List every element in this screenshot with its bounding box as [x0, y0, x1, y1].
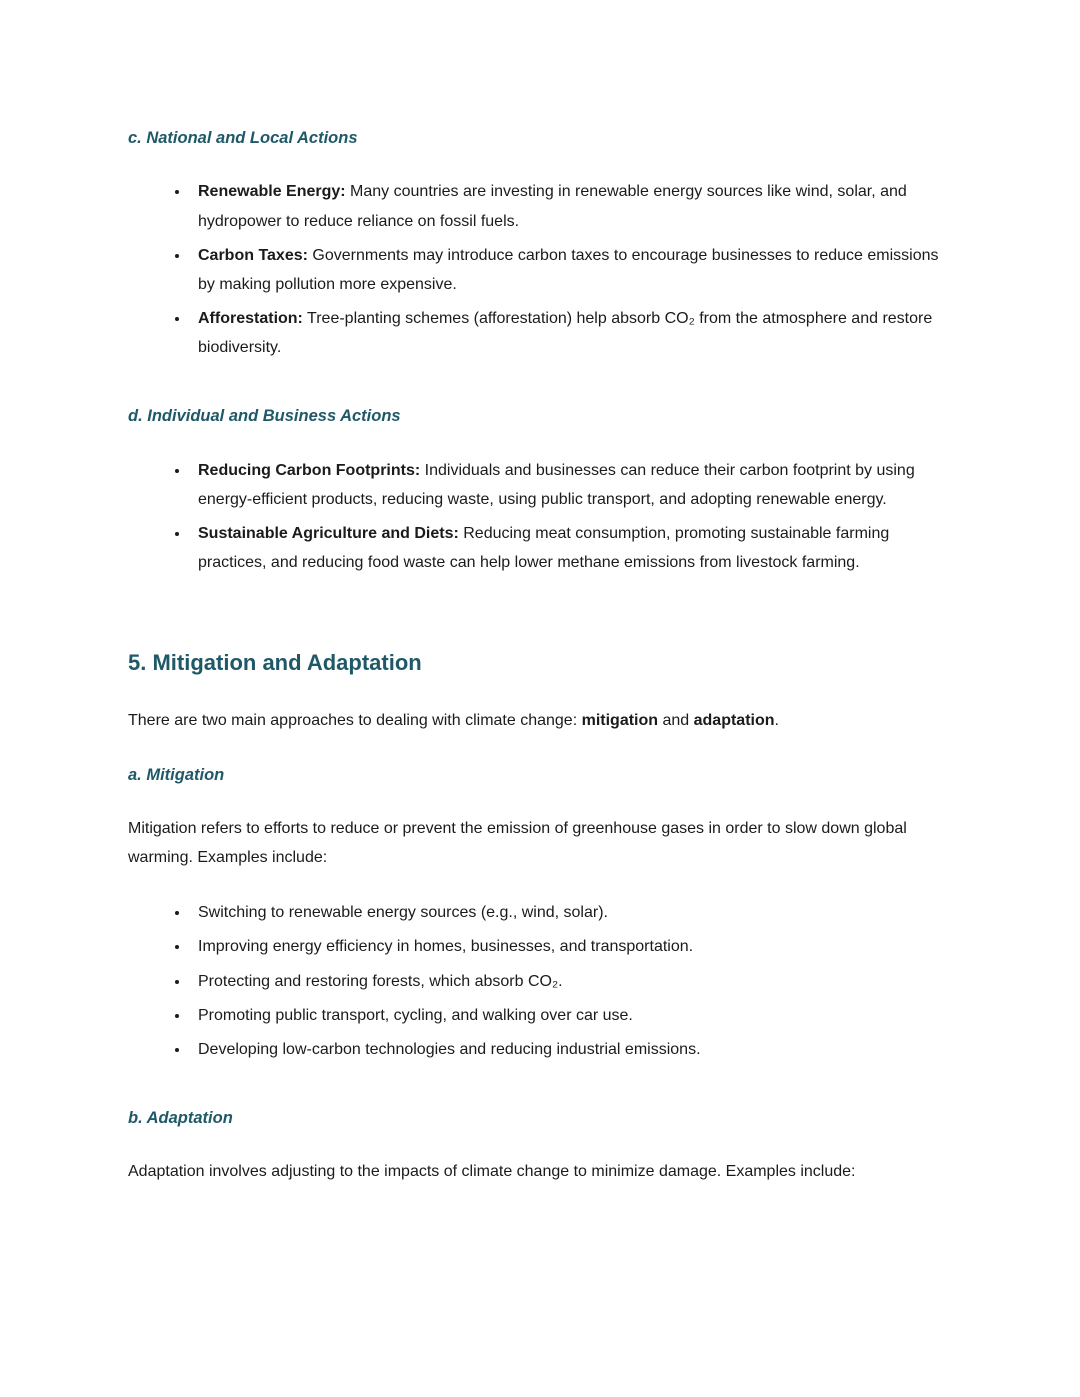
list-item — [190, 241, 952, 299]
intro-text: and — [658, 711, 694, 729]
list-item — [190, 177, 952, 235]
intro-text: . — [774, 711, 779, 729]
list-item — [190, 304, 952, 362]
section-c-list — [128, 177, 952, 362]
list-item: • Promoting public transport, cycling, and walking over car use. — [190, 1001, 952, 1030]
section-heading-5: 5. Mitigation and Adaptation — [128, 649, 422, 675]
section-d-list — [128, 456, 952, 577]
list-item-text: Individuals and businesses can reduce their carbon footprint by using energy-efficient products, reducing waste, using public transport, and adopting renewable energy. — [198, 461, 915, 508]
list-item-text: Many countries are investing in renewable energy sources like wind, solar, and hydropower to reduce reliance on fossil fuels. — [198, 183, 907, 230]
list-item-lead: Sustainable Agriculture and Diets: — [198, 524, 459, 542]
list-item-text: Tree-planting schemes (afforestation) help absorb CO₂ from the atmosphere and restore biodiversity. — [198, 309, 933, 356]
intro-text: There are two main approaches to dealing with climate change: — [128, 711, 582, 729]
mitigation-paragraph: Mitigation refers to efforts to reduce or prevent the emission of greenhouse gases in order to slow down global warming. Examples include: — [128, 820, 907, 867]
list-item-lead: Renewable Energy: — [198, 183, 346, 201]
intro-bold-mitigation: mitigation — [581, 711, 659, 729]
list-item: • Improving energy efficiency in homes, businesses, and transportation. — [190, 932, 952, 961]
adaptation-paragraph: Adaptation involves adjusting to the impacts of climate change to minimize damage. Examples include: — [128, 1163, 856, 1181]
list-item-text: Governments may introduce carbon taxes to encourage businesses to reduce emissions by making pollution more expensive. — [198, 246, 939, 293]
list-item-text: Reducing meat consumption, promoting sustainable farming practices, and reducing food waste can help lower methane emissions from livestock farming. — [198, 524, 890, 571]
intro-bold-adaptation: adaptation — [693, 711, 775, 729]
section-heading-c: c. National and Local Actions — [128, 129, 358, 147]
list-item-lead: Reducing Carbon Footprints: — [198, 461, 421, 479]
list-item: • Developing low-carbon technologies and reducing industrial emissions. — [190, 1035, 952, 1064]
list-item — [190, 519, 952, 577]
section-heading-mitigation: a. Mitigation — [128, 765, 225, 784]
list-item-lead: Carbon Taxes: — [198, 246, 308, 264]
list-item: • Protecting and restoring forests, which absorb CO₂. — [190, 967, 952, 996]
intro-paragraph — [128, 706, 952, 735]
section-heading-d: d. Individual and Business Actions — [128, 407, 401, 426]
list-item — [190, 456, 952, 514]
mitigation-list — [128, 898, 952, 1064]
section-spacer — [128, 621, 952, 639]
section-heading-adaptation: b. Adaptation — [128, 1108, 233, 1127]
list-item: • Switching to renewable energy sources (e.g., wind, solar). — [190, 898, 952, 927]
list-item-lead: Afforestation: — [198, 309, 303, 327]
